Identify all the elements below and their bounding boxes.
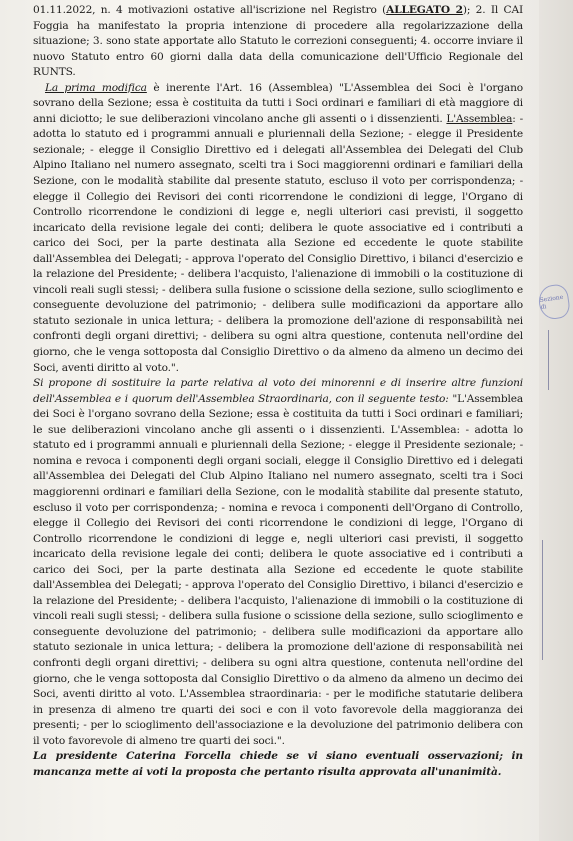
- margin-signature-mark: [542, 540, 559, 660]
- text-run: 01.11.2022, n. 4 motivazioni ostative all'iscrizione nel Registro (: [33, 4, 387, 16]
- text-run: : - adotta lo statuto ed i programmi annuali e pluriennali della Sezione; - elegge il Presidente sezionale; - elegge il Consiglio Direttivo ed i delegati all'Assemblea dei Delegati del Club Alpino Italiano nel numero assegnato, scelti tra i Soci maggiorenni ordinari e familiari della Sezione, con le modalità stabilite dal presente statuto, escluso il voto per corrispondenza; - elegge il Collegio dei Revisori dei conti ricorrendone le condizioni di legge, l'Organo di Controllo ricorrendone le condizioni di legge e, negli ulteriori casi previsti, il soggetto incaricato della revisione legale dei conti; delibera le quote associative ed i contributi a carico dei Soci, per la parte destinata alla Sezione ed eccedente le quote stabilite dall'Assemblea dei Delegati; - approva l'operato del Consiglio Direttivo, i bilanci d'esercizio e la relazione del Presidente; - delibera l'acquisto, l'alienazione di immobili o la costituzione di vincoli reali sugli stessi; - delibera sulla fusione o scissione della sezione, sullo scioglimento e conseguente devoluzione del patrimonio; - delibera sulle modificazioni da apportare allo statuto sezionale in unica lettura; - delibera la promozione dell'azione di responsabilità nei confronti degli organi direttivi; - delibera su ogni altra questione, contenuta nell'ordine del giorno, che le venga sottoposta dal Consiglio Direttivo o da almeno da almeno un decimo dei Soci, aventi diritto al voto.".: [33, 112, 523, 374]
- paragraph-p3: [33, 749, 523, 780]
- text-run: ALLEGATO 2: [386, 4, 463, 16]
- margin-signature-mark: [548, 330, 565, 390]
- text-run: ); 2. Il CAI Foggia ha manifestato la propria intenzione di procedere alla regolarizzazione della situazione; 3. sono state apportate allo Statuto le correzioni conseguenti; 4. occorre inviare il nuovo Statuto entro 60 giorni dalla data della comunicazione dell'Ufficio Regionale del RUNTS.: [33, 4, 523, 79]
- page-edge-strip: [539, 0, 573, 841]
- text-run: La prima modifica: [45, 81, 147, 94]
- minutes-text: [33, 3, 523, 780]
- paragraph-p0: [33, 3, 523, 81]
- margin-stamp-text: Sezione di: [539, 293, 564, 311]
- text-run: "L'Assemblea dei Soci è l'organo sovrano della Sezione; essa è costituita da tutti i Soci ordinari e familiari; le sue deliberazioni vincolano anche gli assenti o i dissenzienti. L'Assemblea: - adotta lo statuto ed i programmi annuali e pluriennali della Sezione; - elegge il Presidente sezionale; - nomina e revoca i componenti degli organi sociali, elegge il Consiglio Direttivo ed i delegati all'Assemblea dei Delegati del Club Alpino Italiano nel numero assegnato, scelti tra i Soci maggiorenni ordinari e familiari della Sezione, con le modalità stabilite dal presente statuto, escluso il voto per corrispondenza; - nomina e revoca i componenti dell'Organo di Controllo, elegge il Collegio dei Revisori dei conti ricorrendone le condizioni di legge, l'Organo di Controllo ricorrendone le condizioni di legge e, negli ulteriori casi previsti, il soggetto incaricato della revisione legale dei conti; delibera le quote associative ed i contributi a carico dei Soci, per la parte destinata alla Sezione ed eccedente le quote stabilite dall'Assemblea dei Delegati; - approva l'operato del Consiglio Direttivo, i bilanci d'esercizio e la relazione del Presidente; - delibera l'acquisto, l'alienazione di immobili o la costituzione di vincoli reali sugli stessi; - delibera sulla fusione o scissione della sezione, sullo scioglimento e conseguente devoluzione del patrimonio; - delibera sulle modificazioni da apportare allo statuto sezionale in unica lettura; - delibera la promozione dell'azione di responsabilità nei confronti degli organi direttivi; - delibera su ogni altra questione, contenuta nell'ordine del giorno, che le venga sottoposta dal Consiglio Direttivo o da almeno da almeno un decimo dei Soci, aventi diritto al voto. L'Assemblea straordinaria: - per le modifiche statutarie delibera in presenza di almeno tre quarti dei soci e con il voto favorevole della maggioranza dei presenti; - per lo scioglimento dell'associazione e la devoluzione del patrimonio delibera con il voto favorevole di almeno tre quarti dei soci.".: [33, 392, 523, 747]
- text-run: è inerente l'Art. 16 (Assemblea) "L'Assemblea dei Soci è l'organo sovrano della Sezione; essa è costituita da tutti i Soci ordinari e familiari di età maggiore di anni diciotto; le sue deliberazioni vincolano anche gli assenti o i dissenzienti.: [33, 81, 523, 125]
- paragraph-p1: [33, 81, 523, 376]
- text-run: L'Assemblea: [446, 112, 513, 125]
- text-run: Si propone di sostituire la parte relativa al voto dei minorenni e di inserire altre funzioni dell'Assemblea e i quorum dell'Assemblea Straordinaria, con il seguente testo:: [33, 377, 523, 405]
- text-run: La presidente Caterina Forcella chiede se vi siano eventuali osservazioni; in mancanza mette ai voti la proposta che pertanto risulta approvata all'unanimità.: [33, 750, 523, 778]
- paragraph-p2: [33, 376, 523, 749]
